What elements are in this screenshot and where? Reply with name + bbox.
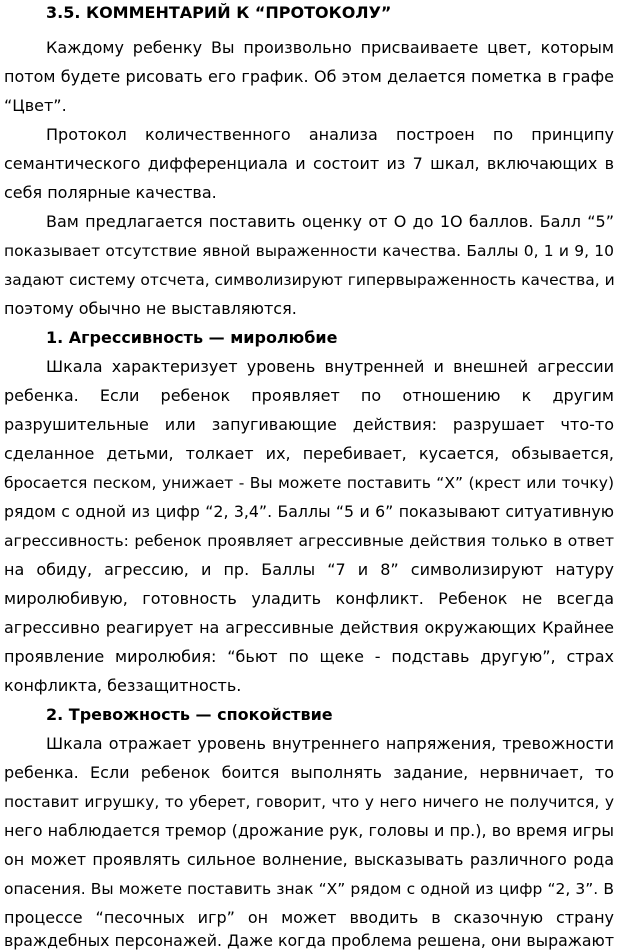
paragraph-line: Протокол количественного анализа построен по принципу	[46, 125, 614, 144]
paragraph-line: семантического дифференциала и состоит из 7 шкал, включающих в	[4, 154, 614, 173]
paragraph-line: сделанное детьми, толкает их, перебивает, кусается, обзывается,	[4, 444, 614, 463]
paragraph-line: Шкала характеризует уровень внутренней и внешней агрессии	[46, 357, 614, 376]
paragraph-line: бросается песком, унижает - Вы можете поставить “Х” (крест или точку)	[4, 474, 614, 492]
paragraph-line: себя полярные качества.	[4, 183, 217, 202]
paragraph-line: ребенка. Если ребенок боится выполнять задание, нервничает, то	[4, 763, 614, 782]
paragraph-line: миролюбивую, готовность уладить конфликт. Ребенок не всегда	[4, 589, 614, 608]
paragraph-line: него наблюдается тремор (дрожание рук, головы и пр.), во время игры	[4, 821, 614, 840]
paragraph-line: на обиду, агрессию, и пр. Баллы “7 и 8” символизируют натуру	[4, 560, 614, 579]
paragraph-line: “Цвет”.	[4, 96, 67, 115]
paragraph-line: показывает отсутствие явной выраженности качества. Баллы 0, 1 и 9, 10	[4, 242, 614, 260]
paragraph-line: рядом с одной из цифр “2, 3,4”. Баллы “5 и 6” показывают ситуативную	[4, 502, 614, 521]
paragraph-line: проявление миролюбия: “бьют по щеке - подставь другую”, страх	[4, 647, 614, 666]
paragraph-line: агрессивно реагирует на агрессивные действия окружающих Крайнее	[4, 618, 614, 637]
paragraph-line: разрушительные или запугивающие действия: разрушает что-то	[4, 415, 614, 434]
paragraph-line: Шкала отражает уровень внутреннего напряжения, тревожности	[46, 734, 614, 753]
paragraph-line: Каждому ребенку Вы произвольно присваиваете цвет, которым	[46, 38, 614, 57]
section-title: 3.5. КОММЕНТАРИЙ К “ПРОТОКОЛУ”	[46, 3, 392, 22]
paragraph-line: опасения. Вы можете поставить знак “Х” рядом с одной из цифр “2, 3”. В	[4, 880, 614, 898]
scale-heading: 1. Агрессивность — миролюбие	[46, 328, 338, 347]
paragraph-line: поэтому обычно не выставляются.	[4, 299, 297, 318]
paragraph-line: процессе “песочных игр” он может вводить в сказочную страну	[4, 908, 614, 927]
paragraph-line: Вам предлагается поставить оценку от О до 1О баллов. Балл “5”	[46, 212, 614, 231]
paragraph-line: он может проявлять сильное волнение, высказывать различного рода	[4, 850, 614, 869]
paragraph-line: конфликта, беззащитность.	[4, 676, 242, 695]
paragraph-line: поставит игрушку, то уберет, говорит, что у него ничего не получится, у	[4, 793, 614, 811]
paragraph-line: агрессивность: ребенок проявляет агрессивные действия только в ответ	[4, 532, 614, 550]
paragraph-line: задают систему отсчета, символизируют гипервыраженность качества, и	[4, 271, 615, 289]
scale-heading: 2. Тревожность — спокойствие	[46, 705, 333, 724]
paragraph-line: враждебных персонажей. Даже когда проблема решена, они выражают	[4, 931, 614, 950]
paragraph-line: ребенка. Если ребенок проявляет по отношению к другим	[4, 386, 614, 405]
paragraph-line: потом будете рисовать его график. Об этом делается пометка в графе	[4, 67, 614, 86]
